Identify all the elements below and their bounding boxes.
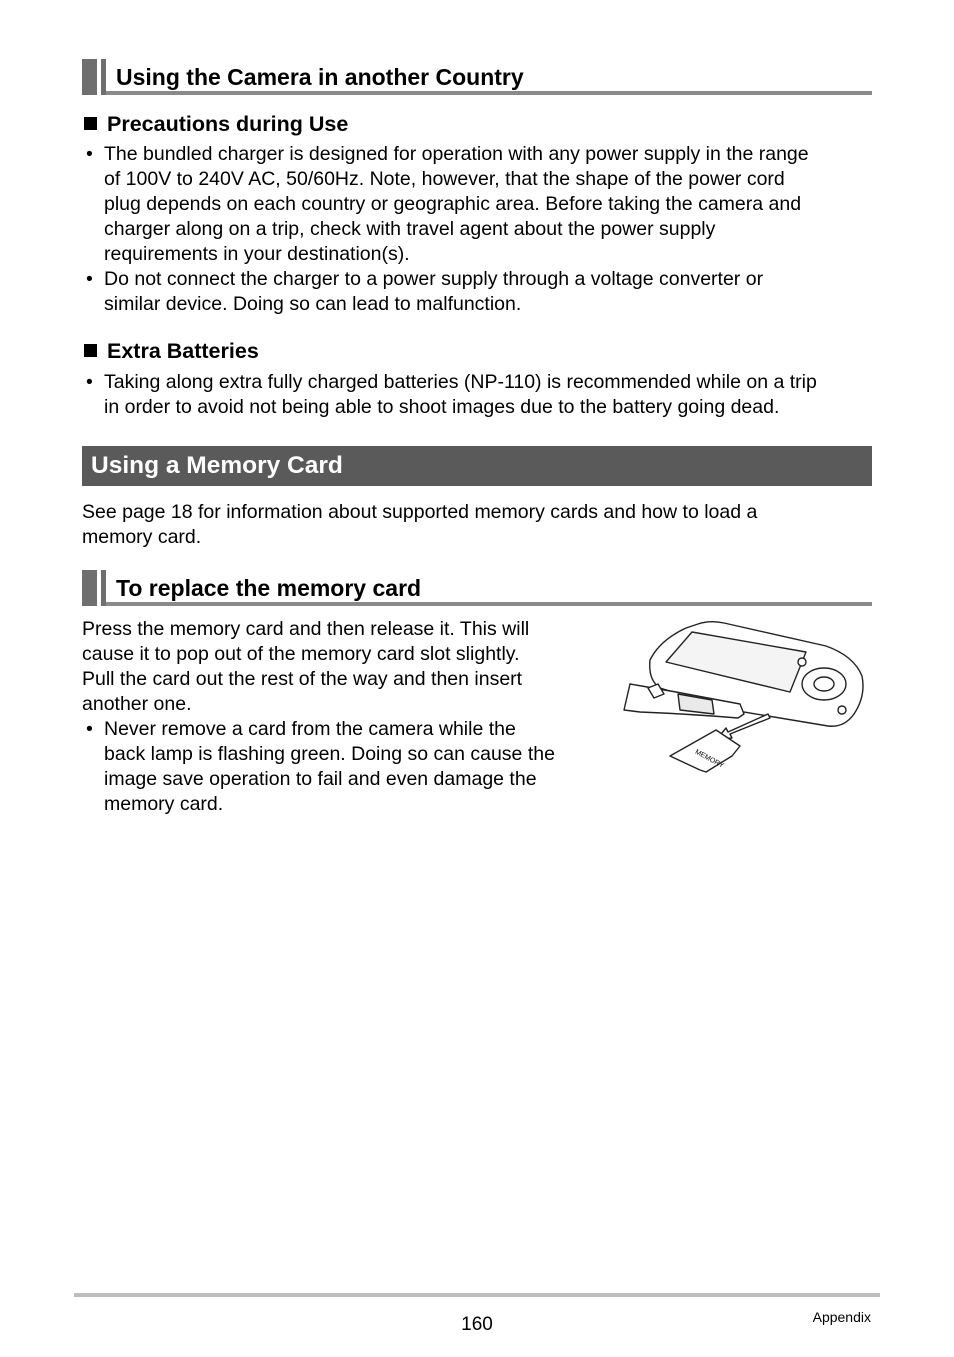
bullet-dot-icon: • (86, 718, 93, 740)
section-title: To replace the memory card (116, 575, 422, 601)
text-line: Never remove a card from the camera while the (104, 718, 516, 740)
text-line: charger along on a trip, check with travel agent about the power supply (104, 218, 716, 240)
precautions-heading-text: Precautions during Use (107, 112, 349, 136)
heading-rule (106, 602, 872, 606)
precautions-heading (84, 112, 348, 137)
heading-rule (106, 91, 872, 95)
replace-instructions (82, 617, 602, 717)
text-line: in order to avoid not being able to shoot images due to the battery going dead. (104, 396, 780, 418)
bullet-dot-icon: • (86, 371, 93, 393)
text-line: Taking along extra fully charged batteries (NP-110) is recommended while on a trip (104, 371, 817, 393)
text-line: back lamp is flashing green. Doing so can cause the (104, 743, 555, 765)
section-band-memory-card (82, 446, 872, 486)
text-line: The bundled charger is designed for operation with any power supply in the range (104, 143, 809, 165)
memory-card-label: MEMORY (693, 748, 725, 770)
square-bullet-icon (84, 344, 97, 357)
camera-button-icon (838, 706, 846, 714)
text-line: another one. (82, 693, 192, 715)
bullet-dot-icon: • (86, 268, 93, 290)
extra-batteries-bullet (86, 370, 884, 420)
text-line: Do not connect the charger to a power supply through a voltage converter or (104, 268, 764, 290)
text-line: memory card. (104, 793, 224, 815)
camera-memory-card-illustration (620, 618, 866, 774)
page-number: 160 (461, 1314, 493, 1335)
square-bullet-icon (84, 117, 97, 130)
text-line: Pull the card out the rest of the way and then insert (82, 668, 523, 690)
dial-center-icon (814, 677, 834, 691)
memory-card-intro (82, 500, 872, 550)
footer-rule (74, 1293, 880, 1297)
text-line: cause it to pop out of the memory card slot slightly. (82, 643, 520, 665)
heading-bars (82, 59, 112, 95)
text-line: image save operation to fail and even damage the (104, 768, 537, 790)
bullet-dot-icon: • (86, 143, 93, 165)
text-line: of 100V to 240V AC, 50/60Hz. Note, however, that the shape of the power cord (104, 168, 785, 190)
camera-button-icon (798, 658, 806, 666)
extra-batteries-heading (84, 339, 259, 364)
text-line: See page 18 for information about supported memory cards and how to load a (82, 501, 758, 523)
text-line: similar device. Doing so can lead to malfunction. (104, 293, 522, 315)
extra-batteries-heading-text: Extra Batteries (107, 339, 259, 363)
section-title: Using the Camera in another Country (116, 64, 524, 90)
text-line: requirements in your destination(s). (104, 243, 410, 265)
section-band-title: Using a Memory Card (91, 452, 343, 479)
replace-warning-bullet (86, 717, 604, 817)
text-line: memory card. (82, 526, 202, 548)
text-line: Press the memory card and then release it. This will (82, 618, 530, 640)
precaution-bullet-1 (86, 142, 884, 267)
heading-bars (82, 570, 112, 606)
precaution-bullet-2 (86, 267, 884, 317)
footer-section-label: Appendix (812, 1309, 871, 1325)
text-line: plug depends on each country or geographic area. Before taking the camera and (104, 193, 802, 215)
